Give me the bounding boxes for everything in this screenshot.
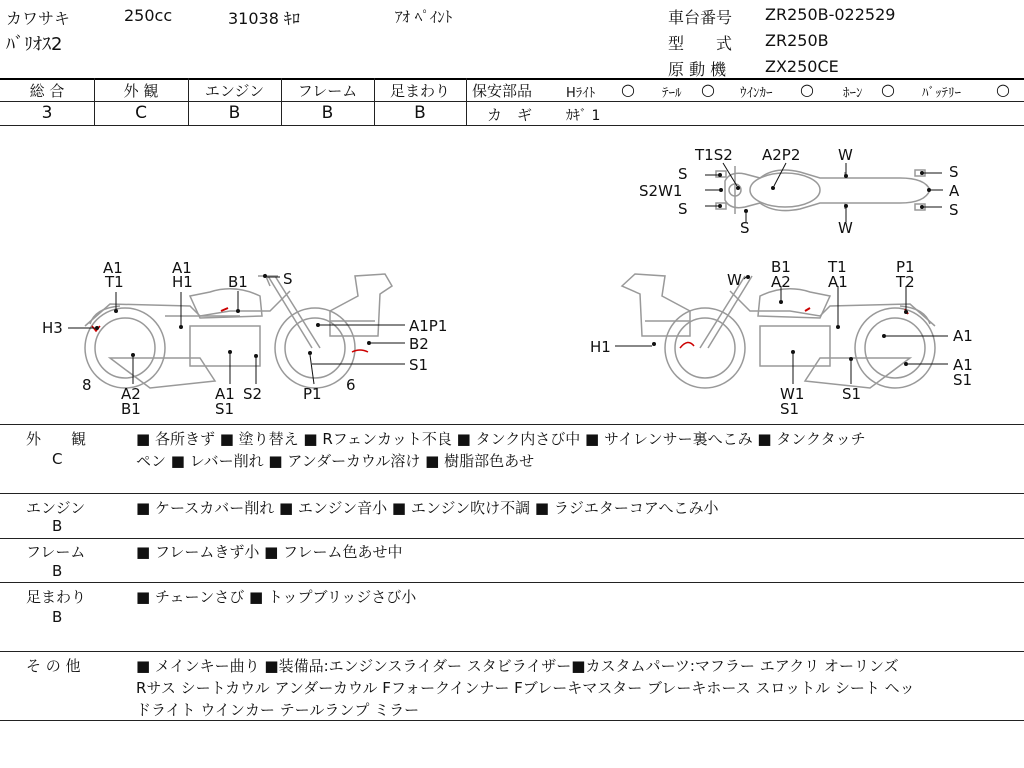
grade-value-suspension: B xyxy=(414,103,426,123)
label-top-t1s2: T1S2 xyxy=(695,146,733,164)
label-left: B2 xyxy=(409,335,429,353)
remark-line: ■ メインキー曲り ■装備品:エンジンスライダー スタビライザー■カスタムパーツ:マフラー エアクリ オーリンズ xyxy=(136,657,899,675)
remark-line: ■ ケースカバー削れ ■ エンジン音小 ■ エンジン吹け不調 ■ ラジエターコアへこみ小 xyxy=(136,499,719,517)
label-left: H1 xyxy=(172,273,193,291)
safety-item-headlight: Hﾗｲﾄ xyxy=(566,86,596,101)
label-top-s: S xyxy=(949,201,959,219)
grade-value-exterior: C xyxy=(135,103,147,123)
label-left: H3 xyxy=(42,319,63,337)
model-name: ﾊﾞﾘｵｽ2 xyxy=(6,34,63,55)
grade-header-exterior: 外 観 xyxy=(123,82,159,100)
label-left: B1 xyxy=(121,400,141,418)
grade-value-frame: B xyxy=(321,103,334,123)
divider xyxy=(0,720,1024,721)
remark-line: ■ チェーンさび ■ トップブリッジさび小 xyxy=(136,588,417,606)
label-right: A1 xyxy=(953,356,973,374)
key-label: カ ギ xyxy=(487,106,533,124)
remark-label: そ の 他 xyxy=(26,657,81,675)
label-left: 6 xyxy=(346,376,356,394)
type-label: 型 式 xyxy=(668,34,733,53)
safety-mark-tail: ○ xyxy=(701,80,715,99)
remark-label: エンジン xyxy=(26,499,86,517)
remark-line: ペン ■ レバー削れ ■ アンダーカウル溶け ■ 樹脂部色あせ xyxy=(136,452,535,470)
label-top-s: S xyxy=(678,200,688,218)
remark-label: 足まわり xyxy=(26,588,87,606)
label-right: A1 xyxy=(828,273,848,291)
mileage: 31038 ｷﾛ xyxy=(228,9,300,28)
safety-mark-winker: ○ xyxy=(800,80,814,99)
key-value: ｶｷﾞ 1 xyxy=(566,108,601,124)
label-top-a2p2: A2P2 xyxy=(762,146,801,164)
remark-label: 外 観 xyxy=(26,430,87,448)
divider xyxy=(0,582,1024,583)
remark-label: フレーム xyxy=(26,543,86,561)
label-right: A1 xyxy=(953,327,973,345)
bike-top-view xyxy=(716,166,930,214)
remark-line: ■ フレームきず小 ■ フレーム色あせ中 xyxy=(136,543,403,561)
safety-label: 保安部品 xyxy=(472,82,533,100)
safety-item-horn: ﾎｰﾝ xyxy=(843,86,863,101)
divider xyxy=(466,101,1024,102)
label-top-s: S xyxy=(740,219,750,237)
engine-model-label: 原 動 機 xyxy=(668,60,727,79)
label-right: P1 xyxy=(896,258,915,276)
grade-value-engine: B xyxy=(228,103,241,123)
label-top-a: A xyxy=(949,182,960,200)
right-view-leaders xyxy=(615,277,948,384)
divider xyxy=(466,78,467,125)
remark-line: ■ 各所きず ■ 塗り替え ■ Rフェンカット不良 ■ タンク内さび中 ■ サイレンサー裏へこみ ■ タンクタッチ xyxy=(136,430,866,448)
remark-grade: B xyxy=(52,562,63,580)
label-top-s: S xyxy=(949,163,959,181)
grade-header-engine: エンジン xyxy=(204,82,265,100)
damage-diagram xyxy=(0,126,1024,424)
label-right: T1 xyxy=(828,258,847,276)
divider xyxy=(0,493,1024,494)
safety-item-winker: ｳｲﾝｶｰ xyxy=(740,86,773,101)
label-top-s: S xyxy=(678,165,688,183)
safety-mark-battery: ○ xyxy=(996,80,1010,99)
engine-model-value: ZX250CE xyxy=(765,57,839,76)
label-right: S1 xyxy=(842,385,862,403)
label-right: W1 xyxy=(780,385,805,403)
divider xyxy=(0,424,1024,425)
remark-grade: B xyxy=(52,608,63,626)
safety-item-tail: ﾃｰﾙ xyxy=(662,86,682,101)
chassis-value: ZR250B-022529 xyxy=(765,5,896,24)
label-top-s2w1: S2W1 xyxy=(639,182,683,200)
label-right: A2 xyxy=(771,273,791,291)
divider xyxy=(0,538,1024,539)
label-left: S1 xyxy=(215,400,235,418)
remark-grade: B xyxy=(52,517,63,535)
label-left: 8 xyxy=(82,376,92,394)
label-top-w: W xyxy=(838,146,853,164)
bike-right-side-view xyxy=(622,274,935,388)
label-left: S2 xyxy=(243,385,263,403)
label-top-w: W xyxy=(838,219,853,237)
remark-grade: C xyxy=(52,450,63,468)
left-view-damage-marks xyxy=(92,308,368,352)
divider xyxy=(0,651,1024,652)
label-left: B1 xyxy=(228,273,248,291)
displacement: 250cc xyxy=(124,6,173,25)
divider xyxy=(0,101,466,102)
grade-header-suspension: 足まわり xyxy=(389,82,450,100)
label-left: A1P1 xyxy=(409,317,448,335)
label-left: P1 xyxy=(303,385,322,403)
safety-mark-headlight: ○ xyxy=(621,80,635,99)
grade-header-frame: フレーム xyxy=(297,82,358,100)
type-value: ZR250B xyxy=(765,31,829,50)
left-view-leaders xyxy=(68,277,405,384)
color-name: ｱｵ ﾍﾟｲﾝﾄ xyxy=(395,8,453,26)
label-left: A1 xyxy=(215,385,235,403)
label-left: T1 xyxy=(105,273,124,291)
remark-line: ドライト ウインカー テールランプ ミラー xyxy=(136,701,420,719)
label-left: A1 xyxy=(172,259,192,277)
label-left: A2 xyxy=(121,385,141,403)
chassis-label: 車台番号 xyxy=(668,8,733,27)
label-right: S1 xyxy=(953,371,973,389)
safety-mark-horn: ○ xyxy=(881,80,895,99)
label-left: S1 xyxy=(409,356,429,374)
safety-item-battery: ﾊﾞｯﾃﾘｰ xyxy=(922,86,961,101)
label-right: S1 xyxy=(780,400,800,418)
remark-line: Rサス シートカウル アンダーカウル Fフォークインナー Fブレーキマスター ブレーキホース スロットル シート ヘッ xyxy=(136,679,915,697)
label-right: B1 xyxy=(771,258,791,276)
label-left: A1 xyxy=(103,259,123,277)
label-right: W xyxy=(727,271,742,289)
grade-value-overall: 3 xyxy=(41,103,53,123)
label-right: H1 xyxy=(590,338,611,356)
label-right: T2 xyxy=(896,273,915,291)
label-left: S xyxy=(283,270,293,288)
maker: カワサキ xyxy=(6,9,71,28)
grade-header-overall: 総 合 xyxy=(29,82,65,100)
